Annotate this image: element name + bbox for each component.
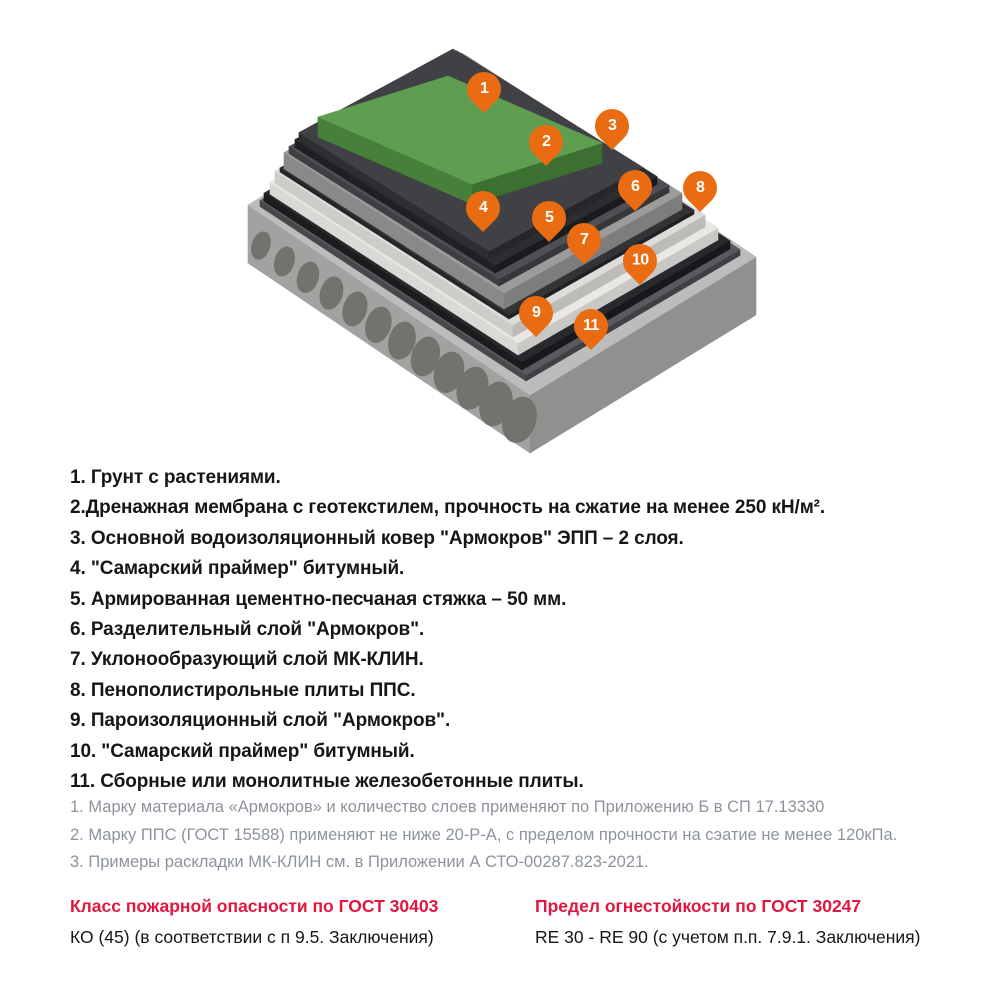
legend-item: 6. Разделительный слой "Армокров". (70, 619, 425, 641)
fire-resistance-value: RE 30 - RE 90 (с учетом п.п. 7.9.1. Заключения) (535, 927, 921, 947)
legend-item: 7. Уклонообразующий слой МК-КЛИН. (70, 649, 424, 671)
legend-item: 1. Грунт с растениями. (70, 467, 281, 488)
pin-4-label: 4 (478, 199, 488, 216)
pin-5-label: 5 (544, 209, 554, 226)
layers-legend (70, 463, 950, 797)
footnote-item: 1. Марку материала «Армокров» и количество слоев применяют по Приложению Б в СП 17.13330 (70, 798, 825, 816)
pin-3-label: 3 (607, 117, 617, 134)
legend-item: 2.Дренажная мембрана с геотекстилем, прочность на сжатие на менее 250 кН/м². (70, 497, 826, 519)
legend-item: 10. "Самарский праймер" битумный. (70, 740, 415, 762)
pin-9-label: 9 (531, 304, 541, 321)
pin-7-label: 7 (579, 231, 589, 248)
fire-hazard-class-block (70, 896, 510, 948)
footnotes (70, 794, 950, 877)
footnote-item: 3. Примеры раскладки МК-КЛИН см. в Приложении А СТО-00287.823-2021. (70, 853, 649, 872)
pin-6-label: 6 (630, 178, 640, 195)
legend-item: 8. Пенополистирольные плиты ППС. (70, 679, 416, 701)
pin-8-label: 8 (695, 179, 705, 196)
fire-hazard-class-value: КО (45) (в соответствии с п 9.5. Заключения) (70, 927, 434, 947)
pin-11-label: 11 (583, 317, 599, 335)
fire-resistance-title: Предел огнестойкости по ГОСТ 30247 (535, 896, 862, 916)
pin-10-label: 10 (631, 252, 649, 270)
footnote-item: 2. Марку ППС (ГОСТ 15588) применяют не ниже 20-Р-А, с пределом прочности на сэатие не менее 120кПа. (70, 825, 898, 844)
roof-layers-diagram (0, 0, 1000, 470)
pin-1-label: 1 (479, 80, 489, 97)
layer-stack-svg (0, 0, 1000, 470)
fire-resistance-block (535, 896, 975, 948)
fire-hazard-class-title: Класс пожарной опасности по ГОСТ 30403 (70, 896, 439, 916)
legend-item: 9. Пароизоляционный слой "Армокров". (70, 710, 451, 732)
pin-2-label: 2 (541, 133, 551, 150)
legend-item: 11. Сборные или монолитные железобетонные плиты. (70, 771, 584, 793)
legend-item: 3. Основной водоизоляционный ковер "Армокров" ЭПП – 2 слоя. (70, 527, 684, 549)
legend-item: 5. Армированная цементно-песчаная стяжка – 50 мм. (70, 588, 567, 610)
legend-item: 4. "Самарский праймер" битумный. (70, 558, 405, 580)
